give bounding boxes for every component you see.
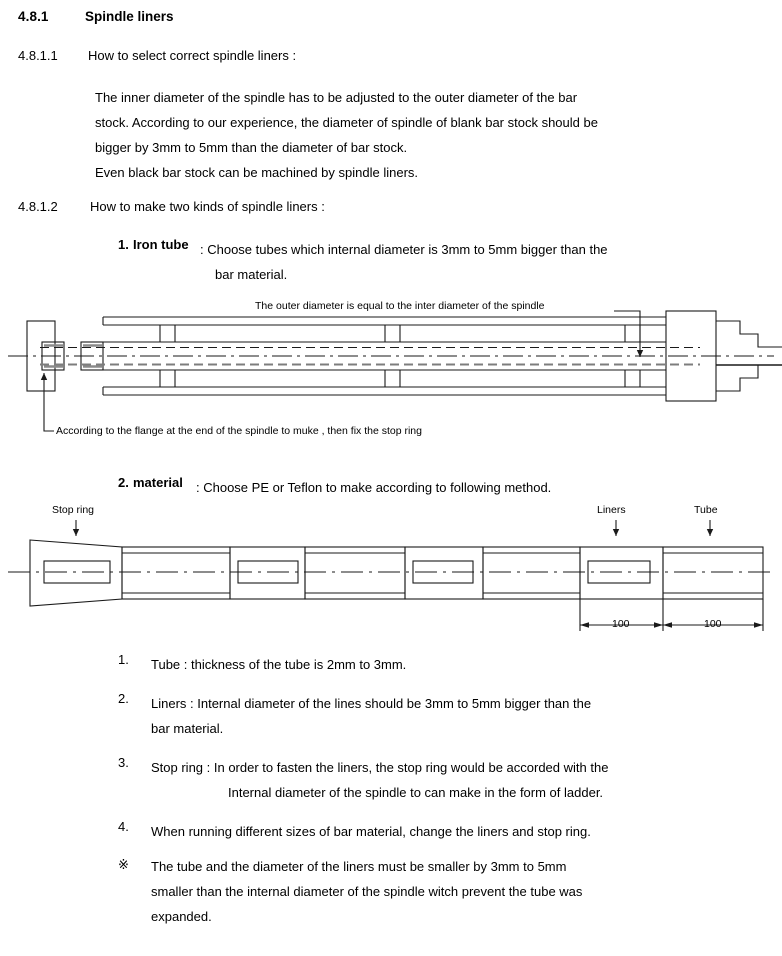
figure-iron-tube-spindle-assembly: [0, 295, 782, 445]
figure-material-liner-assembly: [0, 498, 782, 643]
note-1-line-1: Tube : thickness of the tube is 2mm to 3mm.: [151, 657, 407, 672]
note-3-marker: 3.: [118, 755, 129, 770]
figure2-dimension-liner-length: 100: [612, 618, 630, 630]
stop-ring-label-leader: [73, 520, 79, 536]
section-number: 4.8.1: [18, 9, 49, 24]
paragraph-line-4: Even black bar stock can be machined by spindle liners.: [95, 165, 419, 180]
paragraph-line-1: The inner diameter of the spindle has to be adjusted to the outer diameter of the bar: [95, 90, 578, 105]
note-4-marker: 4.: [118, 819, 129, 834]
section-title: Spindle liners: [85, 9, 174, 24]
note-2-line-2: bar material.: [151, 721, 224, 736]
tube-label-leader: [707, 520, 713, 536]
figure2-label-liners: Liners: [597, 504, 626, 516]
paragraph-line-2: stock. According to our experience, the diameter of spindle of blank bar stock should be: [95, 115, 598, 130]
figure1-bottom-annotation: According to the flange at the end of the spindle to muke , then fix the stop ring: [56, 425, 422, 437]
paragraph-line-3: bigger by 3mm to 5mm than the diameter of bar stock.: [95, 140, 408, 155]
note-3-line-2: Internal diameter of the spindle to can make in the form of ladder.: [228, 785, 604, 800]
liner-segment-2: [405, 547, 483, 599]
note-asterisk-line-2: smaller than the internal diameter of the spindle witch prevent the tube was: [151, 884, 583, 899]
dimension-lines: [580, 599, 763, 631]
item-1-marker: 1.: [118, 237, 129, 252]
top-annotation-leader: [614, 311, 643, 357]
note-2-line-1: Liners : Internal diameter of the lines should be 3mm to 5mm bigger than the: [151, 696, 592, 711]
figure1-top-annotation: The outer diameter is equal to the inter diameter of the spindle: [255, 300, 545, 312]
tube-segment-1: [122, 547, 230, 599]
figure2-label-tube: Tube: [694, 504, 718, 516]
figure2-dimension-tube-length: 100: [704, 618, 722, 630]
note-1-marker: 1.: [118, 652, 129, 667]
subsection-title-1: How to select correct spindle liners :: [88, 48, 297, 63]
note-asterisk-line-3: expanded.: [151, 909, 212, 924]
subsection-number-2: 4.8.1.2: [18, 199, 58, 214]
note-4-line-1: When running different sizes of bar material, change the liners and stop ring.: [151, 824, 591, 839]
stop-ring-taper: [30, 540, 122, 606]
liner-segment-3: [580, 547, 663, 599]
note-asterisk-line-1: The tube and the diameter of the liners must be smaller by 3mm to 5mm: [151, 859, 567, 874]
liner-segment-1: [230, 547, 305, 599]
tube-segment-2: [305, 547, 405, 599]
item-1-text-line1: : Choose tubes which internal diameter is 3mm to 5mm bigger than the: [200, 242, 608, 257]
item-1-label: Iron tube: [133, 237, 189, 252]
bore-hidden-lines: [40, 348, 700, 365]
note-3-line-1: Stop ring : In order to fasten the liners, the stop ring would be accorded with the: [151, 760, 609, 775]
item-2-text-line1: : Choose PE or Teflon to make according to following method.: [196, 480, 552, 495]
item-2-marker: 2.: [118, 475, 129, 490]
note-asterisk-marker: ※: [118, 858, 129, 873]
subsection-number-1: 4.8.1.1: [18, 48, 58, 63]
liners-label-leader: [613, 520, 619, 536]
note-2-marker: 2.: [118, 691, 129, 706]
item-1-text-line2: bar material.: [215, 267, 288, 282]
item-2-label: material: [133, 475, 183, 490]
tube-segment-3: [483, 547, 580, 599]
figure2-label-stop-ring: Stop ring: [52, 504, 95, 516]
tube-segment-4: [663, 547, 763, 599]
subsection-title-2: How to make two kinds of spindle liners :: [90, 199, 325, 214]
bottom-annotation-leader: [44, 391, 54, 431]
